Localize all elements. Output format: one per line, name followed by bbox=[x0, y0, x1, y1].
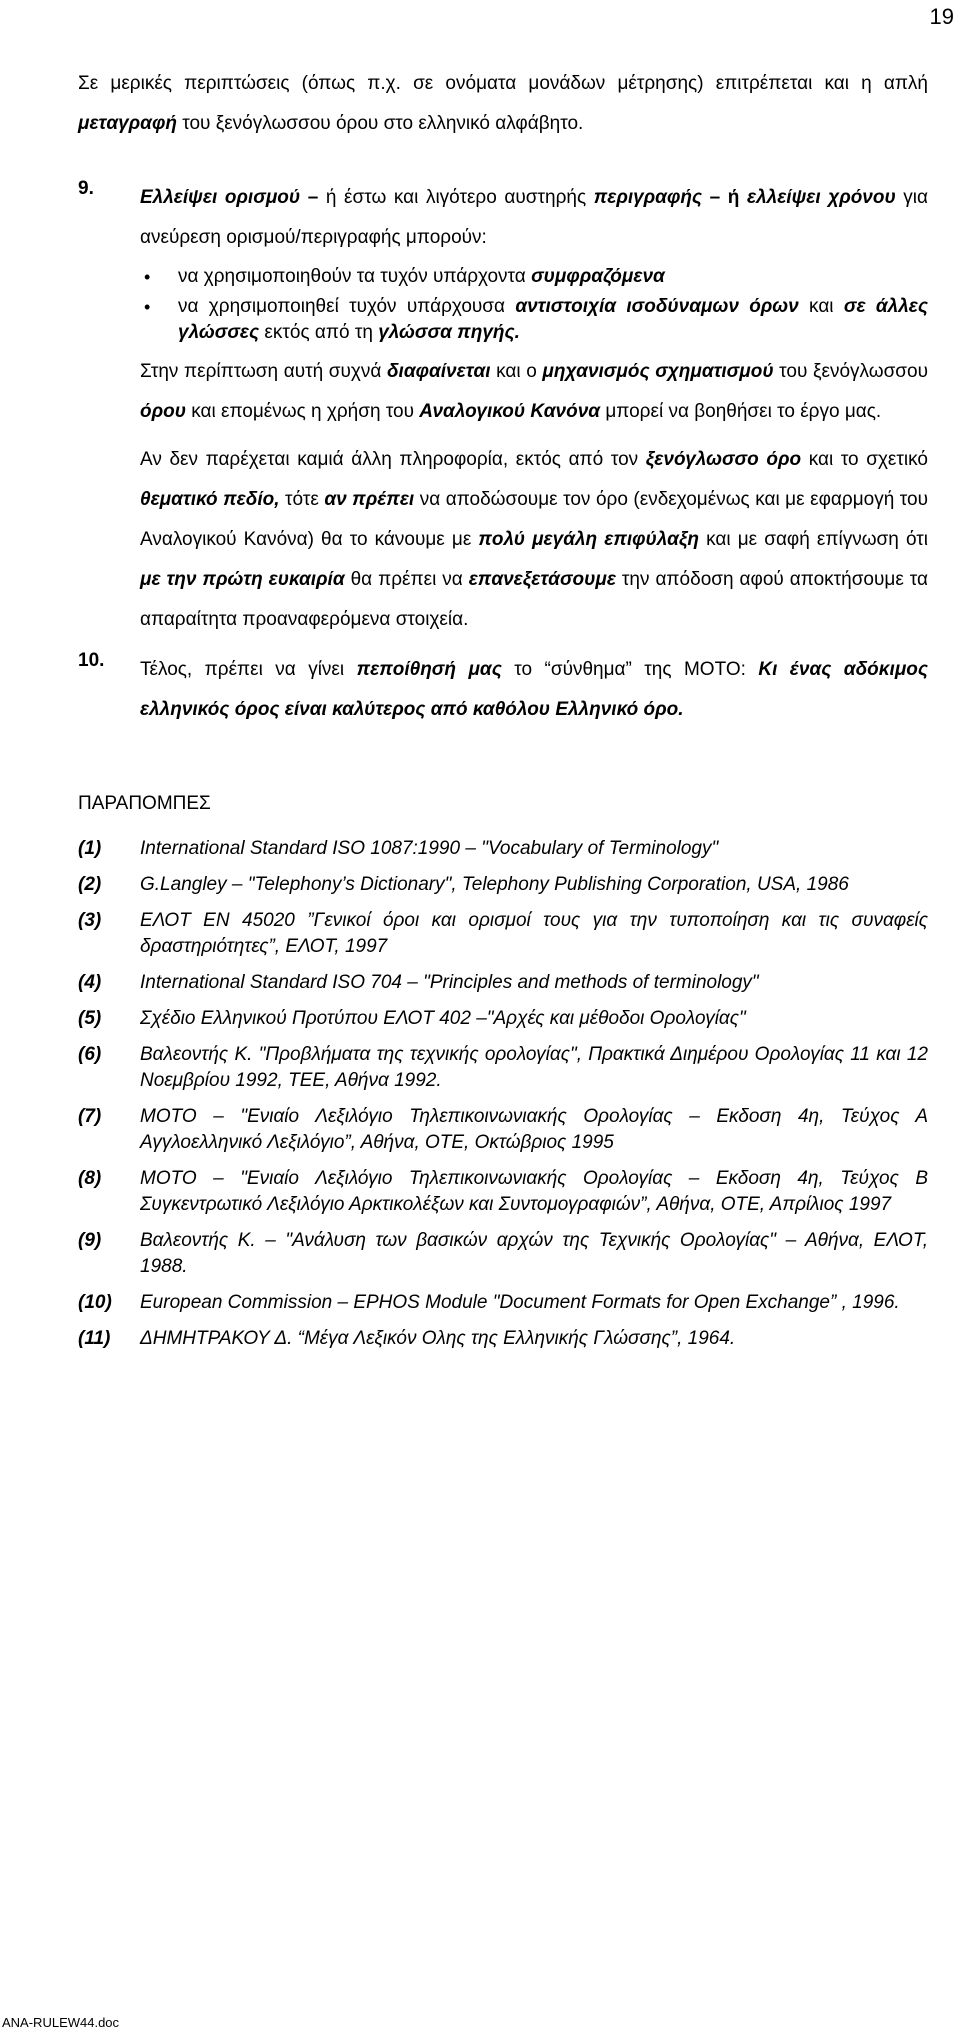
item-10 bbox=[78, 650, 928, 730]
reference-item bbox=[78, 1228, 928, 1280]
reference-text: Βαλεοντής Κ. "Προβλήματα της τεχνικής ορολογίας", Πρακτικά Διημέρου Ορολογίας 11 και 12 Νοεμβρίου 1992, ΤΕΕ, Αθήνα 1992. bbox=[140, 1044, 928, 1091]
item-9-bullet-list bbox=[140, 264, 928, 346]
reference-text: Σχέδιο Ελληνικού Προτύπου ΕΛΟΤ 402 –"Αρχές και μέθοδοι Ορολογίας" bbox=[140, 1008, 746, 1029]
reference-number: (5) bbox=[78, 1008, 102, 1029]
reference-number: (11) bbox=[78, 1328, 111, 1349]
references-list bbox=[78, 836, 928, 1352]
reference-text: ΔΗΜΗΤΡΑΚΟΥ Δ. “Μέγα Λεξικόν Ολης της Ελληνικής Γλώσσης”, 1964. bbox=[140, 1328, 736, 1349]
page-number: 19 bbox=[929, 4, 954, 29]
reference-item bbox=[78, 1166, 928, 1218]
reference-number: (9) bbox=[78, 1230, 102, 1251]
reference-text: G.Langley – "Telephony’s Dictionary", Telephony Publishing Corporation, USA, 1986 bbox=[140, 874, 849, 895]
reference-number: (10) bbox=[78, 1292, 112, 1313]
reference-number: (4) bbox=[78, 972, 102, 993]
reference-number: (3) bbox=[78, 910, 102, 931]
item-10-body: Τέλος, πρέπει να γίνει πεποίθησή μας το “σύνθημα” της ΜΟΤΟ: Κι ένας αδόκιμος ελληνικός όρος είναι καλύτερος από καθόλου Ελληνικό όρο. bbox=[140, 659, 928, 720]
reference-item bbox=[78, 872, 928, 898]
intro-paragraph: Σε μερικές περιπτώσεις (όπως π.χ. σε ονόματα μονάδων μέτρησης) επιτρέπεται και η απλή μεταγραφή του ξενόγλωσσου όρου στο ελληνικό αλφάβητο. bbox=[78, 73, 928, 134]
reference-text: ΜΟΤΟ – "Ενιαίο Λεξιλόγιο Τηλεπικοινωνιακής Ορολογίας – Εκδοση 4η, Τεύχος Α Αγγλοελληνικό Λεξιλόγιο”, Αθήνα, ΟΤΕ, Οκτώβριος 1995 bbox=[140, 1106, 928, 1153]
reference-text: European Commission – EPHOS Module "Document Formats for Open Exchange” , 1996. bbox=[140, 1292, 900, 1313]
reference-item bbox=[78, 1104, 928, 1156]
reference-number: (6) bbox=[78, 1044, 102, 1065]
reference-number: (1) bbox=[78, 838, 102, 859]
reference-number: (2) bbox=[78, 874, 102, 895]
references-heading: ΠΑΡΑΠΟΜΠΕΣ bbox=[78, 793, 211, 814]
reference-item bbox=[78, 1042, 928, 1094]
footer-filename: ANA-RULEW44.doc bbox=[2, 2015, 120, 2030]
reference-text: ΕΛΟΤ ΕΝ 45020 ”Γενικοί όροι και ορισμοί τους για την τυποποίηση και τις συναφείς δραστηριότητες”, ΕΛΟΤ, 1997 bbox=[140, 910, 928, 957]
reference-text: Βαλεοντής Κ. – "Ανάλυση των βασικών αρχών της Τεχνικής Ορολογίας" – Αθήνα, ΕΛΟΤ, 1988. bbox=[140, 1230, 928, 1277]
reference-item bbox=[78, 908, 928, 960]
reference-item bbox=[78, 1326, 928, 1352]
reference-text: International Standard ISO 704 – "Principles and methods of terminology" bbox=[140, 972, 759, 993]
reference-item bbox=[78, 1006, 928, 1032]
item-10-number: 10. bbox=[78, 650, 105, 671]
reference-number: (7) bbox=[78, 1106, 102, 1127]
reference-item bbox=[78, 1290, 928, 1316]
item-9-number: 9. bbox=[78, 178, 94, 199]
reference-text: ΜΟΤΟ – "Ενιαίο Λεξιλόγιο Τηλεπικοινωνιακής Ορολογίας – Εκδοση 4η, Τεύχος Β Συγκεντρωτικό Λεξιλόγιο Αρκτικολέξων και Συντομογραφιών”, Αθήνα, ΟΤΕ, Απρίλιος 1997 bbox=[140, 1168, 928, 1215]
reference-text: International Standard ISO 1087:1990 – "Vocabulary of Terminology" bbox=[140, 838, 719, 859]
item-9-body: Ελλείψει ορισμού – ή έστω και λιγότερο αυστηρής περιγραφής – ή ελλείψει χρόνου για ανεύρεση ορισμού/περιγραφής μπορούν: bbox=[140, 187, 929, 248]
item-9 bbox=[78, 178, 928, 258]
reference-number: (8) bbox=[78, 1168, 102, 1189]
item-9-details bbox=[78, 264, 928, 640]
reference-item bbox=[78, 836, 928, 862]
reference-item bbox=[78, 970, 928, 996]
list-item: • να χρησιμοποιηθεί τυχόν υπάρχουσα αντιστοιχία ισοδύναμων όρων και σε άλλες γλώσσες εκτός από τη γλώσσα πηγής. bbox=[140, 294, 928, 346]
list-item: • να χρησιμοποιηθούν τα τυχόν υπάρχοντα συμφραζόμενα bbox=[140, 264, 928, 290]
item-9-paragraph-2: Στην περίπτωση αυτή συχνά διαφαίνεται και ο μηχανισμός σχηματισμού του ξενόγλωσσου όρου και επομένως η χρήση του Αναλογικού Κανόνα μπορεί να βοηθήσει το έργο μας. bbox=[140, 361, 928, 422]
item-9-paragraph-3: Αν δεν παρέχεται καμιά άλλη πληροφορία, εκτός από τον ξενόγλωσσο όρο και το σχετικό θεματικό πεδίο, τότε αν πρέπει να αποδώσουμε τον όρο (ενδεχομένως και με εφαρμογή του Αναλογικού Κανόνα) θα το κάνουμε με πολύ μεγάλη επιφύλαξη και με σαφή επίγνωση ότι με την πρώτη ευκαιρία θα πρέπει να επανεξετάσουμε την απόδοση αφού αποκτήσουμε τα απαραίτητα προαναφερόμενα στοιχεία. bbox=[140, 449, 928, 630]
document-body bbox=[78, 64, 928, 1362]
